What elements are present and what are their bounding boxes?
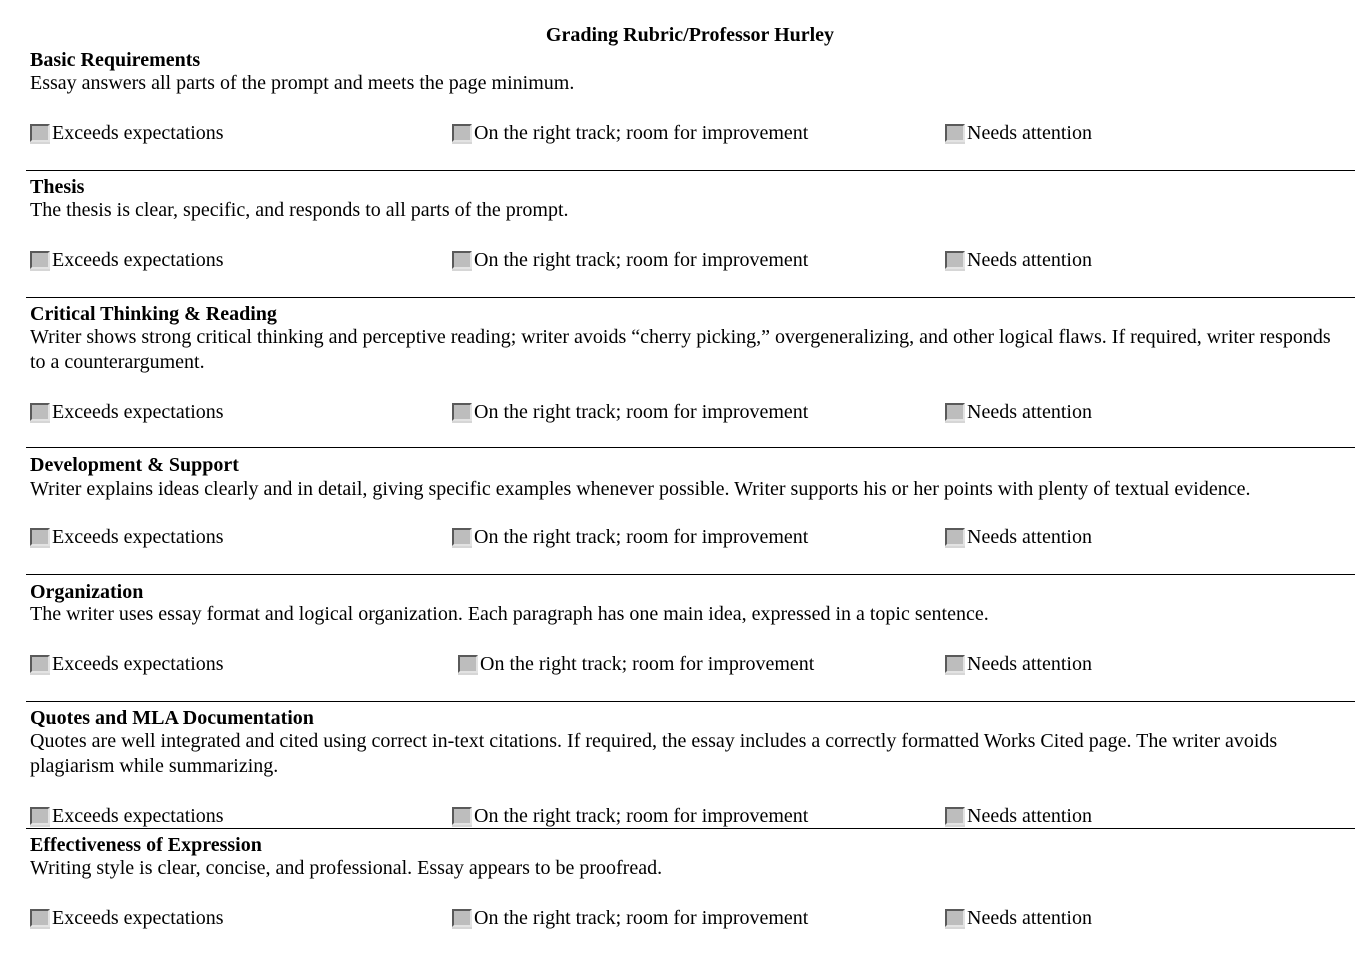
divider (26, 701, 1355, 702)
option-needs-attention[interactable] (945, 248, 1092, 272)
section-heading: Thesis (30, 176, 85, 198)
section-heading: Quotes and MLA Documentation (30, 707, 314, 729)
option-exceeds[interactable] (30, 525, 224, 549)
rubric-title: Grading Rubric/Professor Hurley (545, 24, 835, 46)
checkbox[interactable] (945, 528, 965, 546)
option-label: On the right track; room for improvement (474, 526, 809, 548)
checkbox[interactable] (30, 403, 50, 421)
divider (26, 828, 1355, 829)
section-heading: Basic Requirements (30, 49, 201, 71)
checkbox[interactable] (452, 403, 472, 421)
option-needs-attention[interactable] (945, 906, 1092, 930)
option-label: Exceeds expectations (52, 249, 224, 271)
checkbox[interactable] (945, 655, 965, 673)
option-right-track[interactable] (452, 248, 808, 272)
section-description: Quotes are well integrated and cited using correct in-text citations. If required, the essay includes a correctly formatted Works Cited page. The writer avoids plagiarism while summarizing. (30, 730, 1278, 777)
section-description: Essay answers all parts of the prompt and meets the page minimum. (30, 72, 575, 94)
section-description: Writer explains ideas clearly and in detail, giving specific examples whenever possible. Writer supports his or her points with plenty of textual evidence. (30, 478, 1251, 500)
option-label: Needs attention (967, 907, 1092, 929)
divider (26, 297, 1355, 298)
option-right-track[interactable] (452, 121, 808, 145)
divider (26, 574, 1355, 575)
checkbox[interactable] (945, 403, 965, 421)
option-label: Needs attention (967, 526, 1092, 548)
checkbox[interactable] (452, 807, 472, 825)
checkbox[interactable] (945, 124, 965, 142)
option-right-track[interactable] (452, 906, 808, 930)
option-label: Exceeds expectations (52, 526, 224, 548)
divider (26, 447, 1355, 448)
option-label: Exceeds expectations (52, 401, 224, 423)
option-exceeds[interactable] (30, 652, 224, 676)
option-exceeds[interactable] (30, 248, 224, 272)
option-needs-attention[interactable] (945, 652, 1092, 676)
section-heading: Organization (30, 581, 144, 603)
option-exceeds[interactable] (30, 906, 224, 930)
option-label: Needs attention (967, 122, 1092, 144)
option-label: Exceeds expectations (52, 653, 224, 675)
divider (26, 170, 1355, 171)
section-description: Writing style is clear, concise, and professional. Essay appears to be proofread. (30, 857, 663, 879)
checkbox[interactable] (30, 655, 50, 673)
option-needs-attention[interactable] (945, 804, 1092, 828)
option-label: Exceeds expectations (52, 805, 224, 827)
option-exceeds[interactable] (30, 400, 224, 424)
checkbox[interactable] (945, 909, 965, 927)
option-label: On the right track; room for improvement (474, 907, 809, 929)
option-label: On the right track; room for improvement (480, 653, 815, 675)
checkbox[interactable] (452, 909, 472, 927)
checkbox[interactable] (452, 124, 472, 142)
option-right-track[interactable] (452, 525, 808, 549)
section-description: Writer shows strong critical thinking and perceptive reading; writer avoids “cherry picking,” overgeneralizing, and other logical flaws. If required, writer responds to a counterargument. (30, 326, 1331, 373)
section-heading: Development & Support (30, 454, 239, 476)
checkbox[interactable] (452, 251, 472, 269)
option-exceeds[interactable] (30, 121, 224, 145)
checkbox[interactable] (945, 251, 965, 269)
option-label: On the right track; room for improvement (474, 401, 809, 423)
section-heading: Effectiveness of Expression (30, 834, 262, 856)
checkbox[interactable] (30, 909, 50, 927)
checkbox[interactable] (458, 655, 478, 673)
checkbox[interactable] (30, 251, 50, 269)
checkbox[interactable] (945, 807, 965, 825)
option-needs-attention[interactable] (945, 121, 1092, 145)
section-description: The writer uses essay format and logical organization. Each paragraph has one main idea, expressed in a topic sentence. (30, 603, 989, 625)
option-needs-attention[interactable] (945, 525, 1092, 549)
option-label: Exceeds expectations (52, 907, 224, 929)
option-label: On the right track; room for improvement (474, 249, 809, 271)
option-label: Needs attention (967, 249, 1092, 271)
checkbox[interactable] (452, 528, 472, 546)
checkbox[interactable] (30, 528, 50, 546)
option-right-track[interactable] (452, 804, 808, 828)
option-exceeds[interactable] (30, 804, 224, 828)
option-right-track[interactable] (458, 652, 814, 676)
option-label: Needs attention (967, 653, 1092, 675)
option-label: Exceeds expectations (52, 122, 224, 144)
option-label: On the right track; room for improvement (474, 122, 809, 144)
option-label: On the right track; room for improvement (474, 805, 809, 827)
checkbox[interactable] (30, 807, 50, 825)
option-right-track[interactable] (452, 400, 808, 424)
section-description: The thesis is clear, specific, and responds to all parts of the prompt. (30, 199, 569, 221)
option-label: Needs attention (967, 401, 1092, 423)
checkbox[interactable] (30, 124, 50, 142)
section-heading: Critical Thinking & Reading (30, 303, 277, 325)
option-label: Needs attention (967, 805, 1092, 827)
option-needs-attention[interactable] (945, 400, 1092, 424)
